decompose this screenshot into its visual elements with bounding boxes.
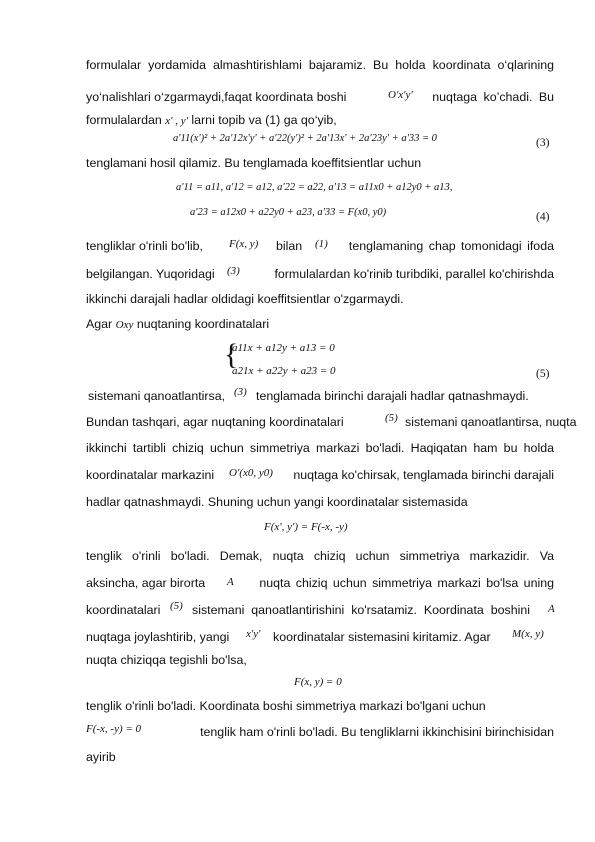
- text: nuqtaga ko'chirsak, tenglamada birinchi darajali: [293, 468, 554, 482]
- text: sistemani qanoatlantirsa, nuqta: [405, 415, 577, 429]
- text: yo‘nalishlari o‘zgarmaydi,faqat koordinata boshi: [86, 90, 347, 104]
- ref-3: (3): [234, 386, 247, 398]
- ref-3: (3): [227, 265, 240, 277]
- text: nuqtaga ko’chadi. Bu: [432, 90, 554, 104]
- formula-oprime: O'x'y': [388, 89, 413, 101]
- text: belgilangan. Yuqoridagi: [86, 267, 215, 281]
- brace-icon: {: [224, 338, 239, 371]
- paragraph-line: ayirib: [86, 750, 116, 764]
- paragraph-line: [86, 467, 554, 483]
- text: larni topib va (1) ga qo‘yib,: [191, 113, 337, 127]
- paragraph-line: tenglik o'rinli bo'ladi. Demak, nuqta chiziq uchun simmetriya markazidir. Va: [86, 549, 554, 563]
- ref-1: (1): [315, 238, 328, 250]
- formula-A: A: [227, 576, 234, 588]
- text: nuqtaga joylashtirib, yangi: [86, 630, 230, 644]
- equation-F-zero: F(x, y) = 0: [294, 676, 342, 688]
- text: tengliklar o'rinli bo'lib,: [86, 239, 203, 253]
- system-5-line-2: a21x + a22y + a23 = 0: [232, 365, 336, 377]
- equation-3: a'11(x')² + 2a'12x'y' + a'22(y')² + 2a'13x' + 2a'23y' + a'33 = 0: [173, 133, 437, 144]
- text: nuqtaning koordinatalari: [136, 317, 270, 331]
- text: formulalardan ko'rinib turibdiki, parallel ko'chirishda: [274, 267, 554, 281]
- text: tenglamaning chap tomonidagi ifoda: [348, 239, 554, 253]
- text: tenglamada birinchi darajali hadlar qatnashmaydi.: [256, 389, 529, 403]
- paragraph-line: [86, 238, 554, 254]
- ref-5: (5): [170, 600, 183, 612]
- equation-number: (3): [536, 137, 550, 149]
- formula-O-x0y0: O'(x0, y0): [229, 467, 273, 479]
- paragraph-line: formulalar yordamida almashtirishlami bajaramiz. Bu holda koordinata o‘qlarining: [86, 58, 554, 72]
- paragraph-line: ikkinchi darajali hadlar oldidagi koeffitsientlar o'zgarmaydi.: [86, 292, 404, 306]
- formula-M: M(x, y): [512, 628, 544, 640]
- formula-F-neg: F(-x, -y) = 0: [86, 723, 142, 735]
- text: sistemani qanoatlantirsa,: [88, 389, 226, 403]
- equation-4-line-2: a'23 = a12x0 + a22y0 + a23, a'33 = F(x0, y0): [190, 207, 387, 218]
- text: nuqta chiziq uchun simmetriya markazi bo'lsa uning: [259, 576, 554, 590]
- text: formulalardan: [86, 113, 162, 127]
- text: Agar: [86, 317, 113, 331]
- paragraph-line: tenglamani hosil qilamiz. Bu tenglamada koeffitsientlar uchun: [86, 156, 422, 170]
- system-5-line-1: a11x + a12y + a13 = 0: [232, 342, 335, 354]
- paragraph-line: [86, 316, 554, 333]
- text: koordinatalar markazini: [86, 468, 215, 482]
- formula-Oxy: Oxy: [115, 319, 134, 331]
- equation-4-line-1: a'11 = a11, a'12 = a12, a'22 = a22, a'13 = a11x0 + a12y0 + a13,: [176, 182, 453, 193]
- text: koordinatalari: [86, 603, 161, 617]
- paragraph-line: [86, 629, 554, 645]
- paragraph-line: [86, 602, 554, 618]
- formula-F: F(x, y): [229, 238, 259, 250]
- equation-symmetry: F(x', y') = F(-x, -y): [264, 521, 348, 533]
- paragraph-line: [86, 112, 554, 129]
- equation-number: (4): [536, 211, 550, 223]
- ref-5: (5): [385, 412, 398, 424]
- formula-A: A: [548, 603, 555, 615]
- text: koordinatalar sistemasini kiritamiz. Agar: [273, 630, 491, 644]
- paragraph-line: [88, 388, 556, 404]
- formula-primes: x' , y': [165, 115, 188, 127]
- paragraph-line: [86, 412, 577, 430]
- paragraph-line: tenglik o'rinli bo'ladi. Koordinata boshi simmetriya markazi bo'lgani uchun: [86, 699, 486, 713]
- text: tenglik ham o'rinli bo'ladi. Bu tengliklarni ikkinchisini birinchisidan: [200, 725, 554, 739]
- paragraph-line: hadlar qatnashmaydi. Shuning uchun yangi koordinatalar sistemasida: [86, 495, 468, 509]
- paragraph-line: [86, 266, 554, 282]
- formula-xy-new: x'y': [246, 628, 261, 640]
- text: sistemani qanoatlantirishini ko'rsatamiz. Koordinata boshini: [192, 603, 530, 617]
- paragraph-line: [86, 89, 554, 105]
- paragraph-line: [86, 575, 554, 591]
- paragraph-line: ikkinchi tartibli chiziq uchun simmetriya markazi bo'ladi. Haqiqatan ham bu holda: [86, 441, 554, 455]
- equation-number: (5): [536, 368, 550, 380]
- paragraph-line: nuqta chiziqqa tegishli bo'lsa,: [86, 653, 247, 667]
- text: bilan: [276, 239, 303, 253]
- text: aksincha, agar birorta: [86, 576, 206, 590]
- text: Bundan tashqari, agar nuqtaning koordinatalari: [86, 415, 344, 429]
